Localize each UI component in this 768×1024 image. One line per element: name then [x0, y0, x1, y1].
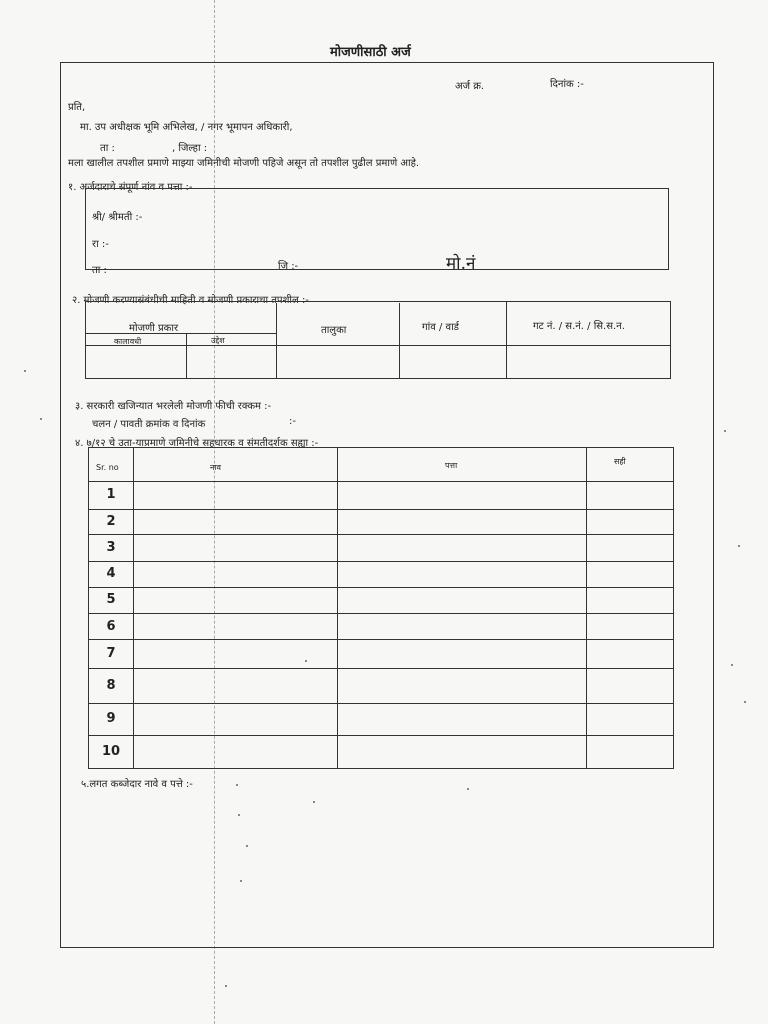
applicant-taluka-label: ता :	[92, 265, 107, 276]
handwritten-mobile-label: मो.नं	[446, 254, 476, 274]
request-text: मला खालील तपशील प्रमाणे माझ्या जमिनीची मोजणी पहिजे असून तो तपशील पुढील प्रमाणे आहे.	[68, 158, 420, 169]
col-taluka: तालुका	[321, 325, 347, 336]
row-number: 1	[106, 487, 116, 502]
col-sr-no: Sr. no	[96, 463, 119, 472]
col-duration: कालावधी	[114, 337, 142, 346]
section2-heading: २. मोजणी करण्यासंबंधीची माहिती व मोजणी प्रकाराचा तपशील :-	[72, 295, 309, 306]
applicant-box	[85, 188, 669, 270]
form-title: मोजणीसाठी अर्ज	[330, 45, 411, 60]
to-label: प्रति,	[68, 102, 86, 113]
col-survey-number: गट नं. / स.नं. / सि.स.न.	[533, 321, 625, 332]
row-number: 6	[106, 619, 116, 634]
date-label: दिनांक :-	[550, 79, 584, 90]
col-name: नाव	[210, 463, 221, 472]
section4-heading: ४. ७/१२ चे उता-याप्रमाणे जमिनीचे सहधारक व संमतीदर्शक सह्या :-	[75, 438, 319, 449]
col-address: पत्ता	[445, 461, 458, 470]
col-signature: सही	[614, 457, 626, 466]
section3-heading: ३. सरकारी खजिन्यात भरलेली मोजणी फीची रक्कम :-	[75, 401, 272, 412]
row-number: 5	[106, 592, 116, 607]
section5-heading: ५.लगत कब्जेदार नावे व पत्ते :-	[81, 779, 193, 790]
address-taluka-label: ता :	[100, 143, 115, 154]
application-no-label: अर्ज क्र.	[455, 81, 485, 92]
applicant-village-label: रा :-	[92, 239, 109, 250]
col-purpose: उद्देश	[211, 336, 225, 345]
col-survey-type: मोजणी प्रकार	[129, 323, 179, 334]
col-village-ward: गांव / वार्ड	[422, 322, 460, 333]
row-number: 9	[106, 711, 116, 726]
applicant-name-label: श्री/ श्रीमती :-	[92, 212, 143, 223]
section1-heading: १. अर्जदाराचे संपूर्ण नांव व पत्ता :-	[68, 182, 193, 193]
survey-table	[85, 301, 671, 379]
row-number: 3	[106, 540, 116, 555]
challan-label: चलन / पावती क्रमांक व दिनांक	[92, 419, 206, 430]
officer-line: मा. उप अधीक्षक भूमि अभिलेख, / नगर भूमापन अधिकारी,	[80, 122, 293, 133]
challan-separator: :-	[289, 416, 296, 427]
row-number: 4	[106, 566, 116, 581]
row-number: 2	[106, 514, 116, 529]
row-number: 7	[106, 646, 116, 661]
applicant-district-label: जि :-	[278, 261, 299, 272]
row-number: 10	[101, 744, 121, 759]
row-number: 8	[106, 678, 116, 693]
address-district-label: , जिल्हा :	[172, 143, 208, 154]
